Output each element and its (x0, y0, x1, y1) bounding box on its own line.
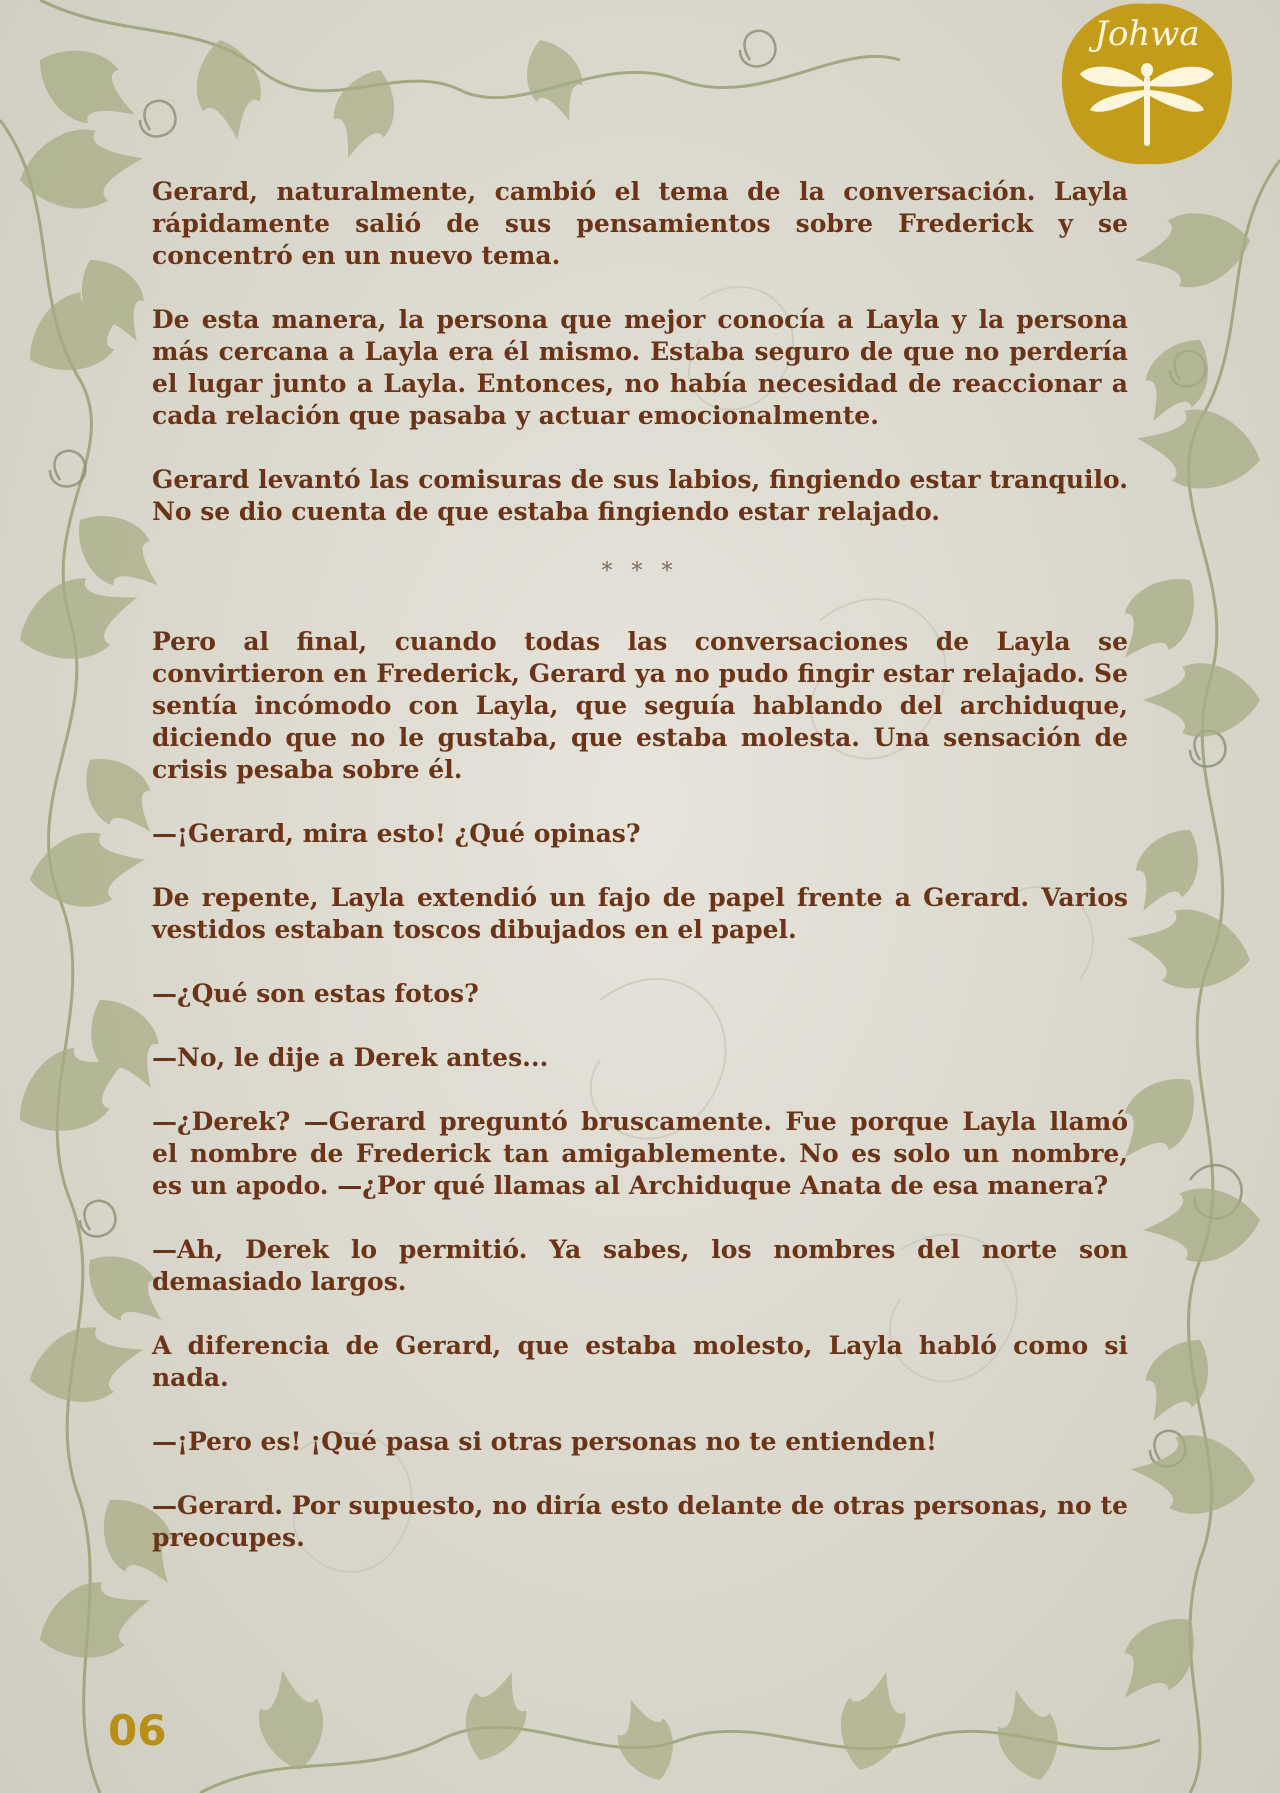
page-number: 06 (108, 1706, 167, 1755)
dialogue-line: —No, le dije a Derek antes... (152, 1043, 549, 1072)
dialogue-line: —Gerard. Por supuesto, no diría esto delante de otras personas, no te preocupes. (152, 1491, 1128, 1552)
paragraph: Gerard levantó las comisuras de sus labios, fingiendo estar tranquilo. No se dio cuenta de que estaba fingiendo estar relajado. (152, 465, 1128, 526)
logo-wordmark: Johwa (1094, 14, 1200, 54)
paragraph: De repente, Layla extendió un fajo de papel frente a Gerard. Varios vestidos estaban toscos dibujados en el papel. (152, 883, 1128, 944)
dialogue-line: —¿Qué son estas fotos? (152, 979, 479, 1008)
chapter-text (152, 176, 1128, 1586)
scene-separator: * * * (601, 559, 679, 584)
paragraph: Gerard, naturalmente, cambió el tema de la conversación. Layla rápidamente salió de sus pensamientos sobre Frederick y se concentró en un nuevo tema. (152, 177, 1128, 270)
paragraph: A diferencia de Gerard, que estaba molesto, Layla habló como si nada. (152, 1331, 1128, 1392)
paragraph: Pero al final, cuando todas las conversaciones de Layla se convirtieron en Frederick, Gerard ya no pudo fingir estar relajado. Se sentía incómodo con Layla, que seguía hablando del archiduque, diciendo que no le gustaba, que estaba molesta. Una sensación de crisis pesaba sobre él. (152, 627, 1128, 784)
paragraph: De esta manera, la persona que mejor conocía a Layla y la persona más cercana a Layla era él mismo. Estaba seguro de que no perdería el lugar junto a Layla. Entonces, no había necesidad de reaccionar a cada relación que pasaba y actuar emocionalmente. (152, 305, 1128, 430)
dialogue-line: —¡Gerard, mira esto! ¿Qué opinas? (152, 819, 641, 848)
dialogue-line: —¿Derek? —Gerard preguntó bruscamente. Fue porque Layla llamó el nombre de Frederick tan amigablemente. No es solo un nombre, es un apodo. —¿Por qué llamas al Archiduque Anata de esa manera? (152, 1107, 1128, 1200)
dialogue-line: —Ah, Derek lo permitió. Ya sabes, los nombres del norte son demasiado largos. (152, 1235, 1128, 1296)
dialogue-line: —¡Pero es! ¡Qué pasa si otras personas no te entienden! (152, 1427, 937, 1456)
